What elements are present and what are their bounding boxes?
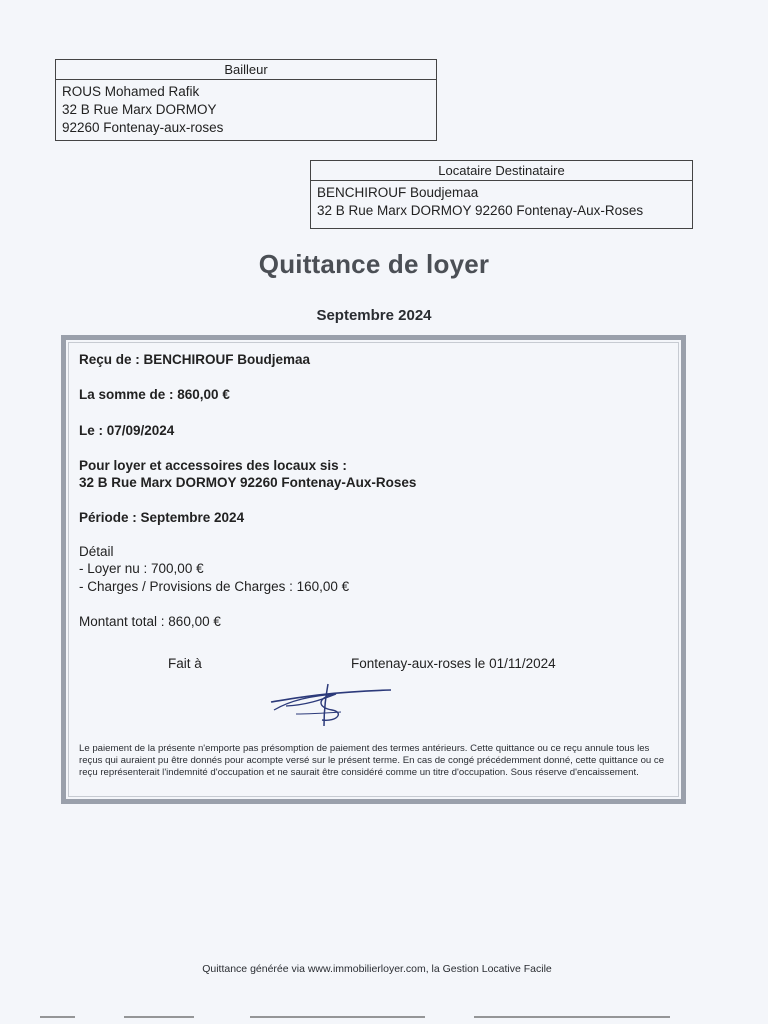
legal-notice: Le paiement de la présente n'emporte pas présomption de paiement des termes antérieurs. Cette quittance ou ce reçu annule tous les reçus qui auraient pu être donnés pour acompte versé sur le présent terme. En cas de congé précédemment donné, cette quittance ou ce reçu représenterait l'indemnité d'occupation et ne saurait être considéré comme un titre d'occupation. Sous réserve d'encaissement. bbox=[79, 743, 665, 778]
base-rent: - Loyer nu : 700,00 € bbox=[79, 561, 204, 576]
rent-period: Période : Septembre 2024 bbox=[79, 510, 245, 525]
tenant-name: BENCHIROUF Boudjemaa bbox=[317, 185, 479, 200]
signature-icon bbox=[266, 680, 406, 730]
landlord-box bbox=[55, 59, 437, 141]
page-title: Quittance de loyer bbox=[258, 249, 490, 279]
receipt-month: Septembre 2024 bbox=[316, 307, 432, 324]
tenant-heading: Locataire Destinataire bbox=[311, 161, 692, 181]
landlord-heading: Bailleur bbox=[56, 60, 436, 80]
scan-edge-line bbox=[40, 1016, 740, 1018]
tenant-box bbox=[310, 160, 693, 229]
received-from: Reçu de : BENCHIROUF Boudjemaa bbox=[79, 352, 311, 367]
rent-for-label: Pour loyer et accessoires des locaux sis : bbox=[79, 458, 347, 473]
tenant-address: 32 B Rue Marx DORMOY 92260 Fontenay-Aux-Roses bbox=[317, 203, 644, 218]
amount: La somme de : 860,00 € bbox=[79, 387, 230, 402]
total-amount: Montant total : 860,00 € bbox=[79, 614, 221, 629]
landlord-city: 92260 Fontenay-aux-roses bbox=[62, 120, 224, 135]
footer-note: Quittance générée via www.immobilierloyer.com, la Gestion Locative Facile bbox=[202, 963, 552, 975]
receipt-frame bbox=[61, 335, 686, 804]
detail-label: Détail bbox=[79, 544, 114, 559]
landlord-street: 32 B Rue Marx DORMOY bbox=[62, 102, 217, 117]
made-at-label: Fait à bbox=[168, 656, 202, 671]
property-address: 32 B Rue Marx DORMOY 92260 Fontenay-Aux-Roses bbox=[79, 475, 417, 490]
payment-date: Le : 07/09/2024 bbox=[79, 423, 175, 438]
place-and-date: Fontenay-aux-roses le 01/11/2024 bbox=[351, 656, 556, 671]
charges: - Charges / Provisions de Charges : 160,00 € bbox=[79, 579, 350, 594]
landlord-name: ROUS Mohamed Rafik bbox=[62, 84, 200, 99]
